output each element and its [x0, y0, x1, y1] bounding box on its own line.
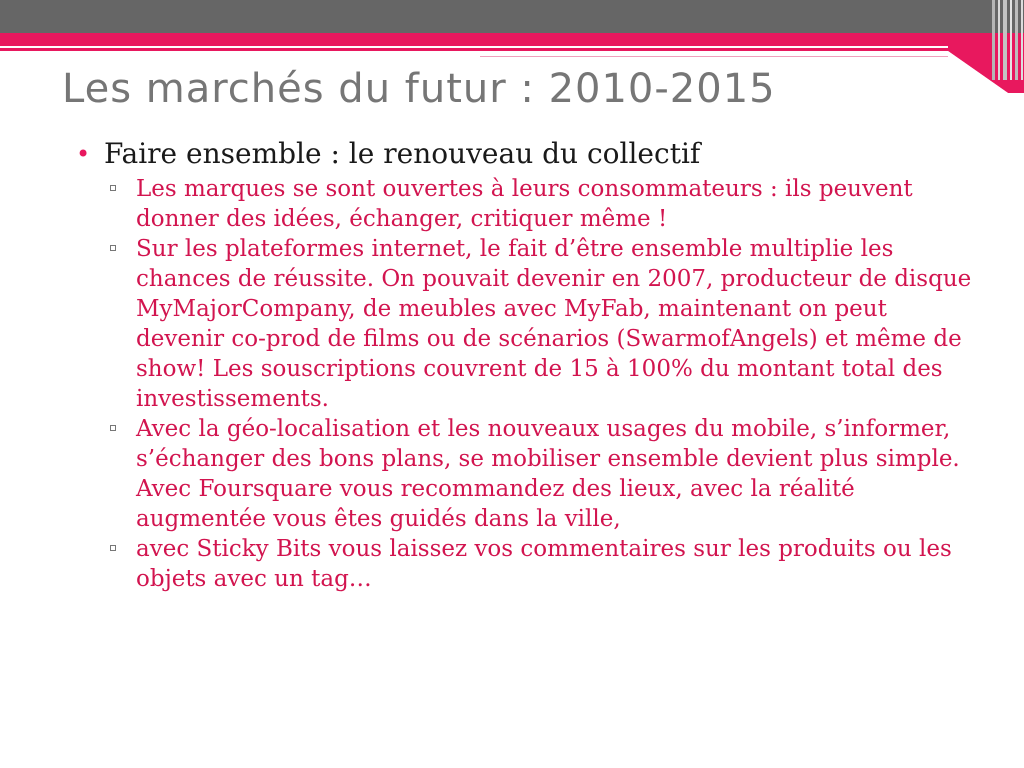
sub-bullet	[136, 174, 976, 234]
vertical-stripes-decoration	[990, 0, 1024, 80]
slide-content	[72, 134, 972, 594]
square-bullet-icon	[110, 185, 116, 191]
slide-title: Les marchés du futur : 2010-2015	[62, 66, 776, 112]
header-hairline	[480, 56, 948, 57]
sub-bullet-text: avec Sticky Bits vous laissez vos commentaires sur les produits ou les objets avec un tag…	[136, 536, 952, 592]
sub-bullet	[136, 534, 976, 594]
sub-bullet-text: Les marques se sont ouvertes à leurs consommateurs : ils peuvent donner des idées, échanger, critiquer même !	[136, 176, 913, 232]
square-bullet-icon	[110, 425, 116, 431]
sub-bullet	[136, 234, 976, 414]
square-bullet-icon	[110, 245, 116, 251]
square-bullet-icon	[110, 545, 116, 551]
sub-bullet-text: Sur les plateformes internet, le fait d’être ensemble multiplie les chances de réussite. On pouvait devenir en 2007, producteur de disque MyMajorCompany, de meubles avec MyFab, maintenant on peut devenir co-prod de films ou de scénarios (SwarmofAngels) et même de show! Les souscriptions couvrent de 15 à 100% du montant total des investissements.	[136, 236, 972, 412]
header-accent-band	[0, 33, 1024, 46]
sub-bullet-list	[72, 174, 976, 594]
sub-bullet	[136, 414, 976, 534]
main-bullet-text: Faire ensemble : le renouveau du collectif	[104, 137, 701, 170]
main-bullet	[72, 134, 972, 174]
header-accent-line	[0, 48, 948, 51]
sub-bullet-text: Avec la géo-localisation et les nouveaux usages du mobile, s’informer, s’échanger des bons plans, se mobiliser ensemble devient plus simple. Avec Foursquare vous recommandez des lieux, avec la réalité augmentée vous êtes guidés dans la ville,	[136, 416, 960, 532]
bullet-dot-icon: •	[76, 140, 91, 168]
header-gray-band	[0, 0, 1024, 33]
